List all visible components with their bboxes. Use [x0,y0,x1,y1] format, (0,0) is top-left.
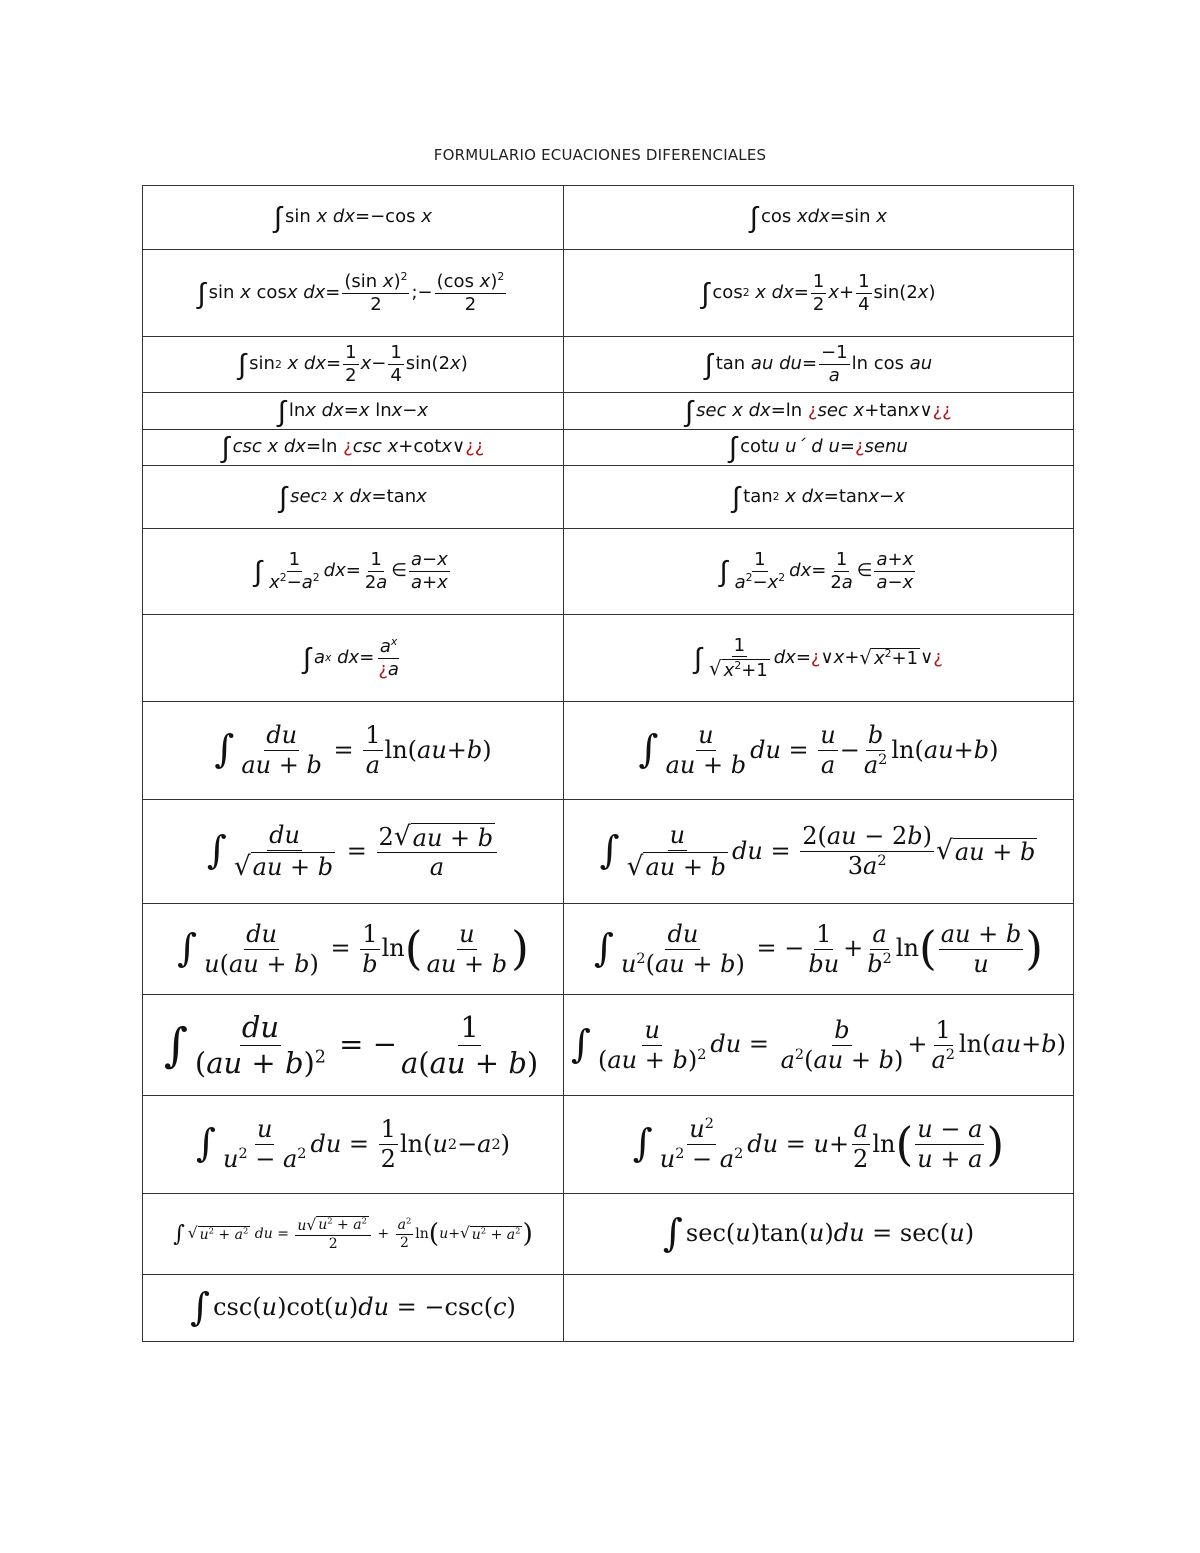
formula-cell [143,250,564,337]
formula-cell [143,995,564,1096]
formula: ∫ $\frac{du}{u(au + b)}$ = $\frac{1}{b}$ ln ( $\frac{u}{au + b}$ ) [177,919,529,978]
table-row [143,702,1074,800]
formula: ∫ $\frac{u}{u^2 - a^2}$ du = $\frac{1}{2}$ ln( u 2 − a 2 ) [195,1115,511,1173]
formula-cell [143,1194,564,1275]
formula: ∫ $\frac{u}{au + b}$ du = $\frac{u}{a}$ − $\frac{b}{a^2}$ ln( au + b ) [638,721,999,779]
formula-cell [143,466,564,529]
table-row [143,1096,1074,1194]
formula-cell [564,430,1074,466]
formula-cell [564,702,1074,800]
table-row [143,1194,1074,1275]
formula-cell [143,615,564,702]
table-row [143,393,1074,430]
formula-cell [564,250,1074,337]
formula: ∫ ln x dx = x ln x − x [277,393,429,428]
formula-cell [143,337,564,393]
formula-cell [143,800,564,904]
formula: ∫ $\frac{u^2}{u^2 - a^2}$ du = u + $\frac{a}{2}$ ln ( $\frac{u - a}{u + a}$ ) [632,1115,1005,1173]
formula-cell [564,995,1074,1096]
formula-cell [564,186,1074,250]
table-row [143,995,1074,1096]
table-row [143,337,1074,393]
formula: ∫ sin 2 x dx = $\frac{1}{2}$ x − $\frac{1}{4}$ sin(2 x ) [238,342,468,386]
table-row [143,186,1074,250]
table-row [143,800,1074,904]
formula: ∫ $\frac{u}{(au + b)^2}$ du = $\frac{b}{a^2(au + b)}$ + $\frac{1}{a^2}$ ln( au + b ) [570,1015,1067,1074]
formula-cell [143,1096,564,1194]
formula: ∫ √ $u^2 + a^2$ du = u √ $u^2 + a^2$ 2 + $\frac{a^2}{2}$ ln ( u + √ $u^2 + a^2$ ) [173,1215,533,1252]
formula-cell [564,615,1074,702]
formula: ∫ cos x dx =sin x [750,200,887,235]
formula: ∫ $\frac{du}{u^2(au + b)}$ = − $\frac{1}{bu}$ + $\frac{a}{b^2}$ ln ( $\frac{au + b}{u}$ ) [593,919,1044,978]
table-row [143,615,1074,702]
formula-cell [143,186,564,250]
table-row [143,430,1074,466]
formula-cell [564,393,1074,430]
formula: ∫ a x dx = $\frac{a^x}{¿a}$ [303,634,399,680]
formula-cell [564,904,1074,995]
formula: ∫ sin x cos x dx = $\frac{(\sin x)^2}{2}$ ;− $\frac{(\cos x)^2}{2}$ [197,269,505,315]
formula-cell [564,1096,1074,1194]
formula-cell [143,529,564,615]
table-row [143,529,1074,615]
formula: ∫ sec 2 x dx =tan x [279,479,427,514]
table-row [143,904,1074,995]
table-row [143,250,1074,337]
table-row [143,466,1074,529]
formula: ∫ cot u u´ d u = ¿ senu [729,430,908,465]
formula: ∫ sec x dx =ln ¿ sec x +tan x ∨ ¿¿ [685,393,952,428]
formula: ∫ 1 √ $x^2+1$ dx = ¿ ∨ x + √ $x^2+1$ ∨ ¿ [694,634,943,681]
formula: ∫ $\frac{du}{au + b}$ = $\frac{1}{a}$ ln( au + b ) [214,721,492,779]
formula-cell [564,466,1074,529]
formula-cell [564,800,1074,904]
formula: ∫ du √ au + b = 2 √ au + b a [207,821,499,882]
formula: ∫ $\frac{1}{a^2-x^2}$ dx = $\frac{1}{2a}$ ∈ $\frac{a+x}{a-x}$ [719,549,914,593]
formula-cell [143,430,564,466]
formula-cell-empty [564,1275,1074,1342]
formula: ∫ sin x dx =−cos x [274,200,432,235]
formula: ∫ cos 2 x dx = $\frac{1}{2}$ x + $\frac{1}{4}$ sin(2 x ) [701,270,936,315]
formula: ∫ sec( u )tan( u ) du = sec( u ) [662,1210,975,1256]
table-row [143,1275,1074,1342]
formula-cell [564,337,1074,393]
formula: ∫ csc( u )cot( u ) du = −csc( c ) [190,1284,516,1330]
formula-cell [143,702,564,800]
formula: ∫ $\frac{1}{x^2-a^2}$ dx = $\frac{1}{2a}$ ∈ $\frac{a-x}{a+x}$ [254,549,448,593]
formula-cell [143,904,564,995]
page-title: FORMULARIO ECUACIONES DIFERENCIALES [433,146,767,164]
formula: ∫ tan au du = $\frac{-1}{a}$ ln cos au [704,342,933,386]
formula: ∫ u √ au + b du = $\frac{2(au - 2b)}{3a^2}$ √ au + b [599,820,1036,882]
formula-cell [143,1275,564,1342]
formula-table [142,185,1074,1342]
formula-cell [564,1194,1074,1275]
formula: ∫ tan 2 x dx =tan x − x [732,479,905,514]
formula: ∫ $\frac{du}{(au + b)^2}$ = − $\frac{1}{a(au + b)}$ [163,1009,539,1080]
formula-cell [143,393,564,430]
formula-cell [564,529,1074,615]
formula: ∫ csc x dx =ln ¿ csc x +cot x ∨ ¿¿ [221,430,485,465]
